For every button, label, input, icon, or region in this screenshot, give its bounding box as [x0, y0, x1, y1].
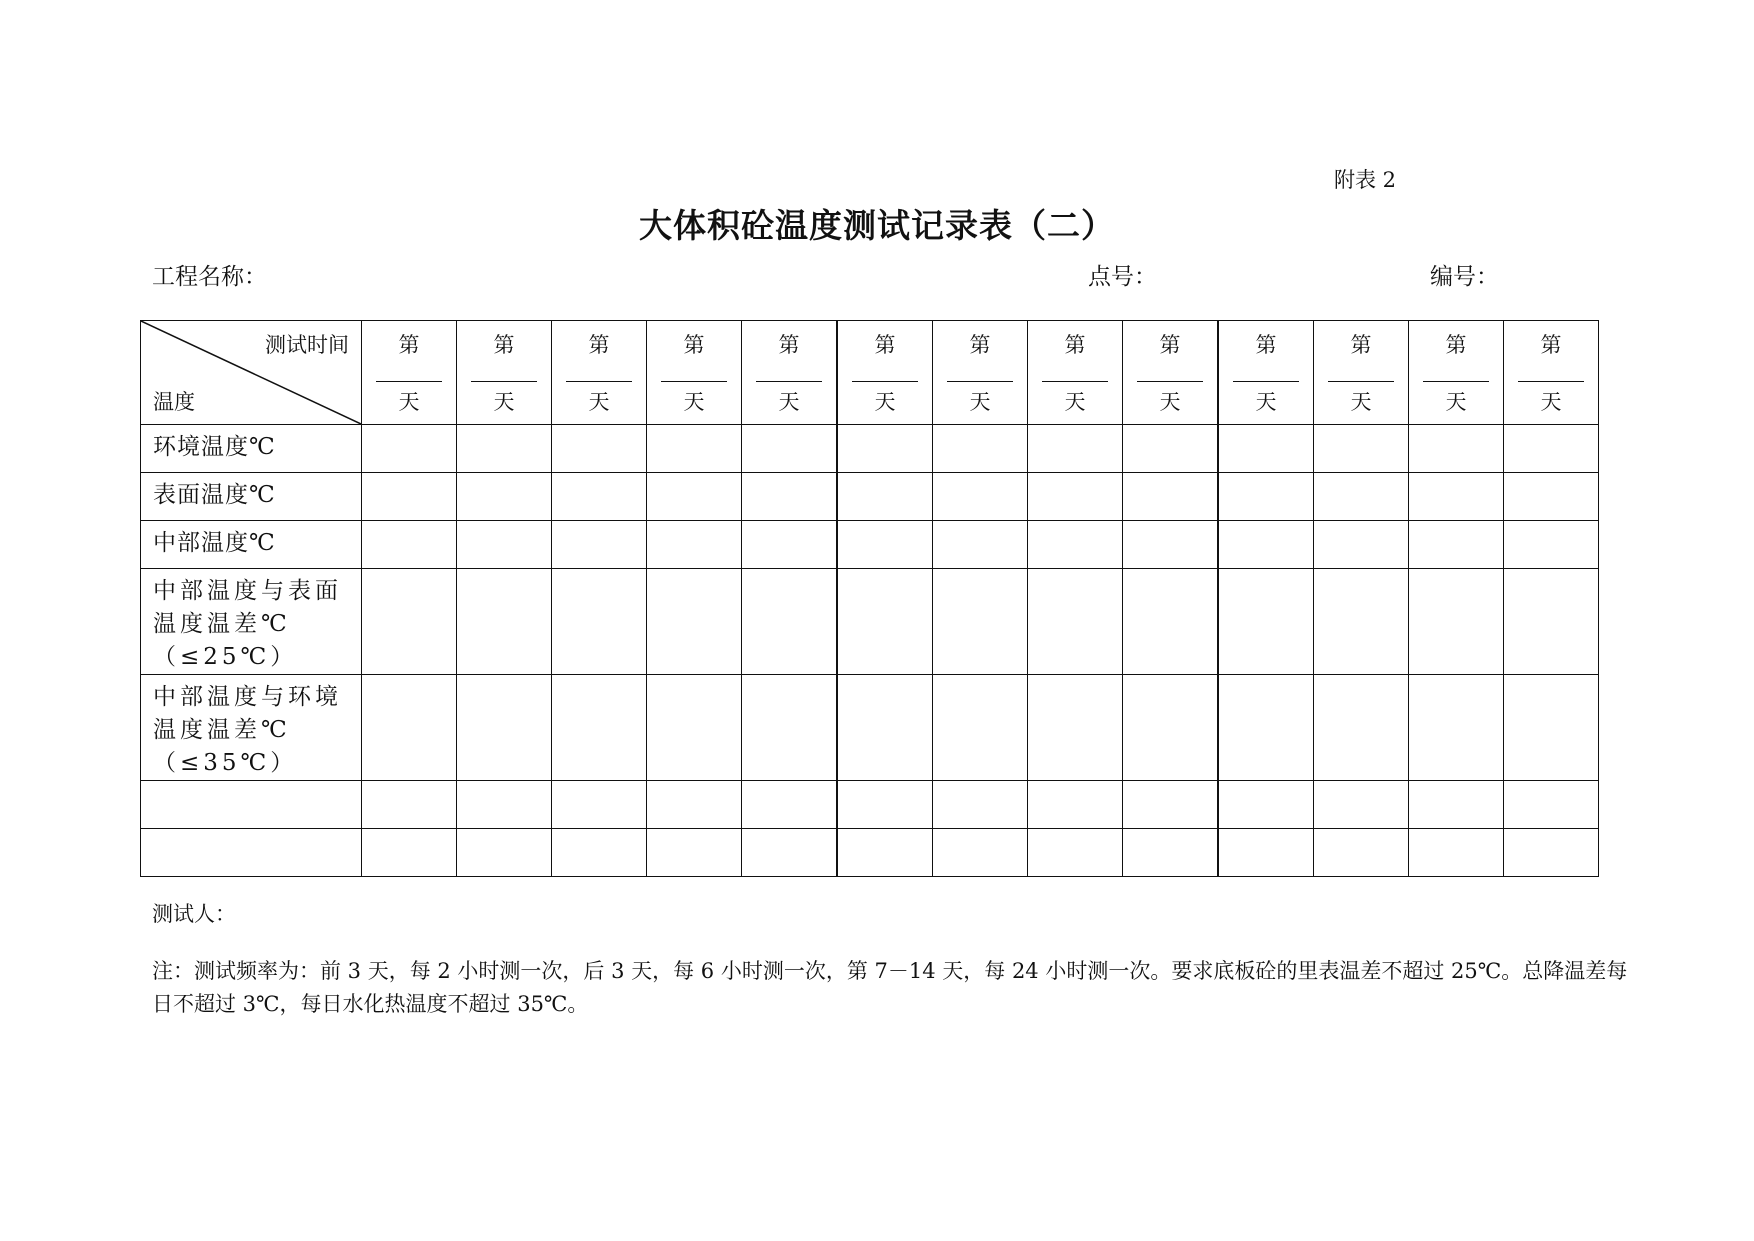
day-header-cell: [1123, 321, 1219, 425]
day-blank-line: [1328, 381, 1394, 382]
table-cell: [1123, 521, 1219, 569]
table-cell: [1314, 569, 1409, 675]
row-label-blank: [141, 781, 362, 829]
day-header-cell: [1028, 321, 1123, 425]
day-blank-line: [471, 381, 537, 382]
appendix-label: 附表 2: [1334, 168, 1397, 192]
table-cell: [457, 675, 552, 781]
day-prefix-label: 第: [1445, 333, 1467, 357]
table-cell: [1123, 675, 1219, 781]
table-row: [141, 781, 1599, 829]
day-prefix-label: 第: [398, 333, 420, 357]
day-prefix-label: 第: [1064, 333, 1086, 357]
table-cell: [647, 781, 742, 829]
table-cell: [1409, 829, 1504, 877]
day-suffix-label: 天: [588, 390, 610, 414]
corner-test-time-label: 测试时间: [265, 333, 349, 357]
table-cell: [457, 473, 552, 521]
table-cell: [742, 829, 838, 877]
table-cell: [552, 675, 647, 781]
table-cell: [742, 781, 838, 829]
table-cell: [647, 473, 742, 521]
day-header-cell: [647, 321, 742, 425]
day-header-cell: [552, 321, 647, 425]
table-cell: [1218, 569, 1314, 675]
table-cell: [552, 781, 647, 829]
day-suffix-label: 天: [1159, 390, 1181, 414]
table-cell: [457, 425, 552, 473]
day-blank-line: [1042, 381, 1108, 382]
table-cell: [933, 521, 1028, 569]
row-label-blank: [141, 829, 362, 877]
table-cell: [362, 829, 457, 877]
day-blank-line: [1423, 381, 1489, 382]
table-cell: [742, 425, 838, 473]
table-cell: [362, 569, 457, 675]
table-cell: [1314, 829, 1409, 877]
table-cell: [457, 521, 552, 569]
day-header-cell: [362, 321, 457, 425]
day-header-cell: [1314, 321, 1409, 425]
table-cell: [1504, 521, 1599, 569]
table-cell: [933, 569, 1028, 675]
table-cell: [837, 675, 933, 781]
row-label-middle-surface-diff: 中部温度与表面温度温差℃（≤25℃）: [141, 569, 362, 675]
table-cell: [1504, 425, 1599, 473]
day-header-cell: [742, 321, 838, 425]
table-cell: [1409, 675, 1504, 781]
day-prefix-label: 第: [1350, 333, 1372, 357]
table-cell: [742, 521, 838, 569]
day-prefix-label: 第: [493, 333, 515, 357]
table-cell: [1218, 473, 1314, 521]
table-cell: [552, 521, 647, 569]
corner-header-cell: [141, 321, 362, 425]
corner-temperature-label: 温度: [153, 390, 195, 414]
table-cell: [1028, 425, 1123, 473]
table-cell: [457, 781, 552, 829]
day-prefix-label: 第: [683, 333, 705, 357]
day-prefix-label: 第: [1255, 333, 1277, 357]
day-suffix-label: 天: [778, 390, 800, 414]
table-cell: [837, 829, 933, 877]
table-cell: [1218, 781, 1314, 829]
day-suffix-label: 天: [1445, 390, 1467, 414]
table-cell: [837, 781, 933, 829]
table-cell: [457, 829, 552, 877]
table-cell: [837, 521, 933, 569]
day-header-cell: [1504, 321, 1599, 425]
table-cell: [1314, 675, 1409, 781]
table-cell: [933, 425, 1028, 473]
row-label-ambient-temp: 环境温度℃: [141, 425, 362, 473]
table-cell: [362, 781, 457, 829]
day-prefix-label: 第: [778, 333, 800, 357]
day-suffix-label: 天: [493, 390, 515, 414]
table-cell: [1409, 425, 1504, 473]
table-row: [141, 473, 1599, 521]
table-cell: [1123, 781, 1219, 829]
table-cell: [647, 521, 742, 569]
day-blank-line: [1233, 381, 1299, 382]
table-cell: [1218, 675, 1314, 781]
row-label-middle-temp: 中部温度℃: [141, 521, 362, 569]
day-blank-line: [566, 381, 632, 382]
table-cell: [1028, 781, 1123, 829]
table-cell: [933, 829, 1028, 877]
day-suffix-label: 天: [1540, 390, 1562, 414]
table-cell: [837, 473, 933, 521]
day-suffix-label: 天: [1255, 390, 1277, 414]
table-cell: [552, 829, 647, 877]
table-cell: [1028, 521, 1123, 569]
table-cell: [933, 473, 1028, 521]
table-cell: [1123, 569, 1219, 675]
day-prefix-label: 第: [588, 333, 610, 357]
temperature-record-table: [140, 320, 1599, 877]
day-header-cell: [837, 321, 933, 425]
day-header-cell: [1409, 321, 1504, 425]
table-cell: [1123, 829, 1219, 877]
table-cell: [362, 473, 457, 521]
table-cell: [362, 675, 457, 781]
day-prefix-label: 第: [1159, 333, 1181, 357]
table-cell: [647, 675, 742, 781]
table-cell: [1409, 569, 1504, 675]
header-row: [141, 321, 1599, 425]
table-cell: [1218, 521, 1314, 569]
day-header-cell: [1218, 321, 1314, 425]
day-header-cell: [457, 321, 552, 425]
table-cell: [1218, 425, 1314, 473]
day-suffix-label: 天: [969, 390, 991, 414]
day-suffix-label: 天: [398, 390, 420, 414]
day-blank-line: [661, 381, 727, 382]
note-text: 注：测试频率为：前 3 天，每 2 小时测一次，后 3 天，每 6 小时测一次，第 7－14 天，每 24 小时测一次。要求底板砼的里表温差不超过 25℃。总降温差每日不超过 3℃，每日水化热温度不超过 35℃。: [152, 959, 1628, 1016]
table-cell: [552, 473, 647, 521]
day-blank-line: [376, 381, 442, 382]
day-suffix-label: 天: [1350, 390, 1372, 414]
table-cell: [1314, 473, 1409, 521]
tester-label: 测试人：: [152, 902, 236, 926]
day-suffix-label: 天: [874, 390, 896, 414]
table-cell: [1409, 521, 1504, 569]
table-cell: [362, 425, 457, 473]
row-label-middle-ambient-diff: 中部温度与环境温度温差℃（≤35℃）: [141, 675, 362, 781]
point-label: 点号：: [1088, 264, 1157, 290]
table-cell: [1314, 521, 1409, 569]
table-cell: [647, 425, 742, 473]
day-header-cell: [933, 321, 1028, 425]
table-cell: [1504, 781, 1599, 829]
day-suffix-label: 天: [683, 390, 705, 414]
row-label-surface-temp: 表面温度℃: [141, 473, 362, 521]
table-cell: [1123, 473, 1219, 521]
day-prefix-label: 第: [1540, 333, 1562, 357]
table-cell: [1123, 425, 1219, 473]
day-blank-line: [756, 381, 822, 382]
table-cell: [1314, 425, 1409, 473]
table-cell: [933, 675, 1028, 781]
table-cell: [457, 569, 552, 675]
table-cell: [552, 425, 647, 473]
table-cell: [742, 675, 838, 781]
day-blank-line: [852, 381, 918, 382]
table-cell: [1504, 829, 1599, 877]
day-prefix-label: 第: [969, 333, 991, 357]
table-cell: [1028, 473, 1123, 521]
table-cell: [933, 781, 1028, 829]
table-cell: [837, 569, 933, 675]
table-cell: [1028, 569, 1123, 675]
table-cell: [1504, 473, 1599, 521]
day-suffix-label: 天: [1064, 390, 1086, 414]
day-prefix-label: 第: [874, 333, 896, 357]
table-row: [141, 425, 1599, 473]
day-blank-line: [947, 381, 1013, 382]
table-cell: [1504, 569, 1599, 675]
table-row: [141, 521, 1599, 569]
table-cell: [1028, 675, 1123, 781]
table-cell: [647, 569, 742, 675]
day-blank-line: [1137, 381, 1203, 382]
table-cell: [1218, 829, 1314, 877]
table-cell: [837, 425, 933, 473]
table-cell: [1504, 675, 1599, 781]
table-cell: [742, 473, 838, 521]
number-label: 编号：: [1430, 264, 1499, 290]
table-row: [141, 569, 1599, 675]
table-cell: [647, 829, 742, 877]
table-cell: [1409, 473, 1504, 521]
day-blank-line: [1518, 381, 1584, 382]
table-cell: [1409, 781, 1504, 829]
table-cell: [362, 521, 457, 569]
project-name-label: 工程名称：: [152, 264, 267, 290]
table-cell: [1028, 829, 1123, 877]
table-row: [141, 675, 1599, 781]
table-cell: [742, 569, 838, 675]
table-cell: [552, 569, 647, 675]
table-cell: [1314, 781, 1409, 829]
table-row: [141, 829, 1599, 877]
page-title: 大体积砼温度测试记录表（二）: [639, 206, 1115, 245]
